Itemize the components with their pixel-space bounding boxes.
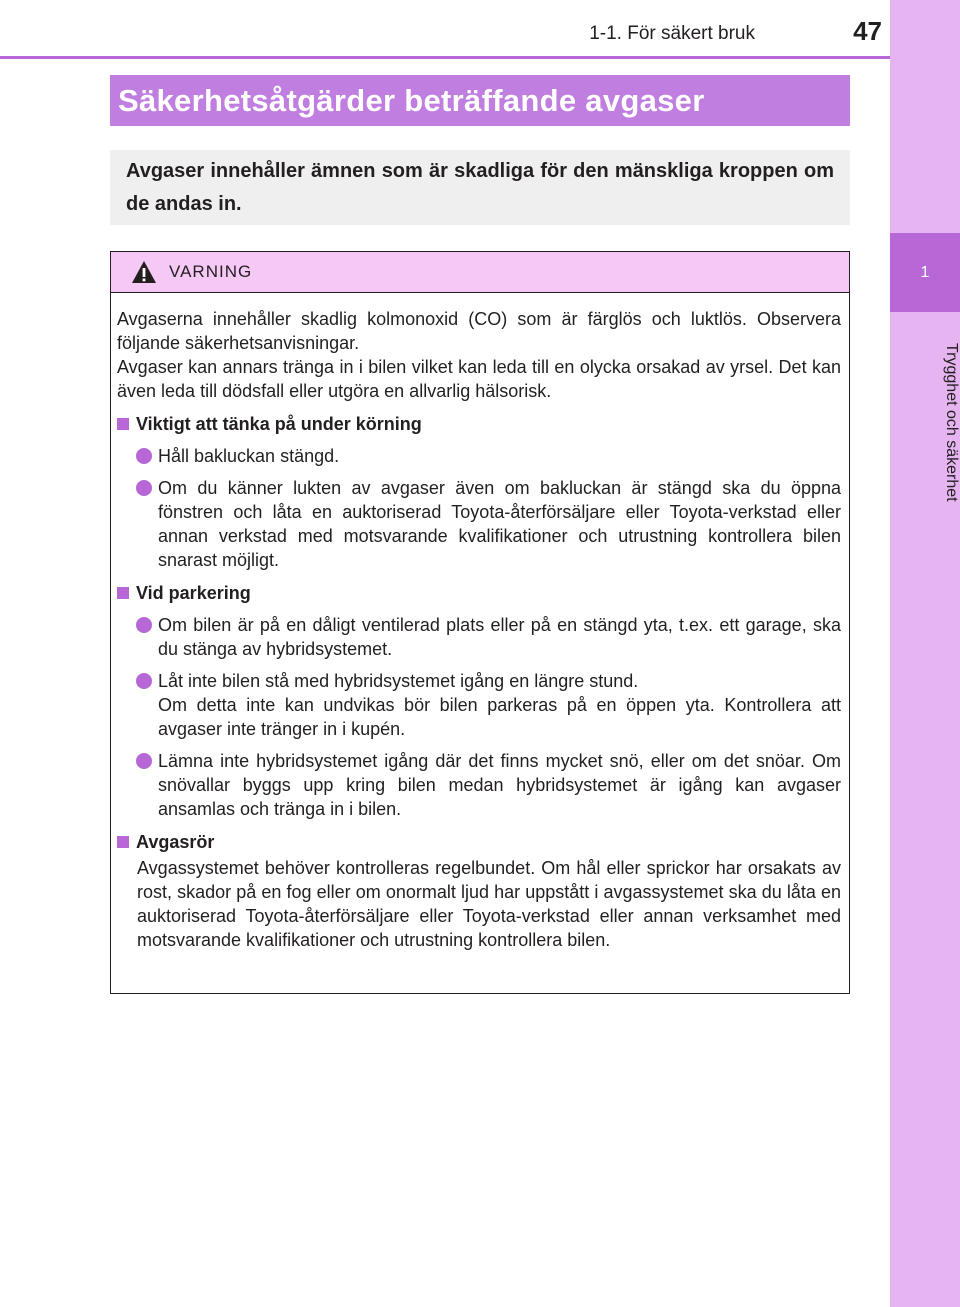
list-item-line: Om detta inte kan undvikas bör bilen parkeras på en öppen yta. Kontrollera att avgaser inte tränger in i kupén. [158, 695, 841, 739]
section-heading-text: Viktigt att tänka på under körning [136, 414, 422, 434]
section-heading [117, 581, 841, 605]
list-item-text: Håll bakluckan stängd. [158, 446, 340, 466]
side-tab [890, 0, 960, 1307]
warning-body [111, 293, 849, 952]
warning-box [110, 251, 850, 994]
section-heading-text: Vid parkering [136, 583, 251, 603]
section-heading [117, 412, 841, 436]
section-heading [117, 830, 841, 854]
list-item-text [158, 669, 841, 741]
summary-box: Avgaser innehåller ämnen som är skadliga för den mänskliga kroppen om de andas in. [110, 150, 850, 225]
page-title: Säkerhetsåtgärder beträffande avgaser [110, 75, 850, 126]
list-item-text: Om bilen är på en dåligt ventilerad plats eller på en stängd yta, t.ex. ett garage, ska du stänga av hybridsystemet. [158, 615, 841, 659]
list-item-text: Om du känner lukten av avgaser även om bakluckan är stängd ska du öppna fönstren och låta en auktoriserad Toyota-återförsäljare eller Toyota-verkstad eller annan verkstad med motsvarande kvalifikationer och utrustning kontrollera bilen snarast möjligt. [158, 478, 841, 570]
warning-intro-1: Avgaserna innehåller skadlig kolmonoxid (CO) som är färglös och luktlös. Observera följande säkerhetsanvisningar. [117, 309, 841, 353]
list-item [117, 749, 841, 821]
list-item [117, 613, 841, 661]
round-bullet-icon [136, 673, 152, 689]
square-bullet-icon [117, 836, 129, 848]
header-rule [0, 56, 890, 59]
round-bullet-icon [136, 753, 152, 769]
section-text: Avgassystemet behöver kontrolleras regelbundet. Om hål eller sprickor har orsakats av rost, skador på en fog eller om onormalt ljud har uppstått i avgassystemet ska du låta en auktoriserad Toyota-återförsäljare eller Toyota-verkstad eller annan verksamhet med motsvarande kvalifikationer och utrustning kontrollera bilen. [137, 858, 841, 950]
round-bullet-icon [136, 448, 152, 464]
round-bullet-icon [136, 617, 152, 633]
section-heading-text: Avgasrör [136, 832, 215, 852]
list-item [117, 476, 841, 572]
list-item [117, 669, 841, 741]
warning-label: VARNING [169, 262, 253, 281]
warning-triangle-icon [131, 260, 157, 284]
chapter-label: Trygghet och säkerhet [943, 342, 960, 502]
warning-intro-2: Avgaser kan annars tränga in i bilen vilket kan leda till en olycka orsakad av yrsel. Det kan även leda till dödsfall eller utgöra en allvarlig hälsorisk. [117, 357, 841, 401]
list-item-text: Lämna inte hybridsystemet igång där det finns mycket snö, eller om det snöar. Om snövallar byggs upp kring bilen medan hybridsystemet är igång kan avgaser ansamlas och tränga in i bilen. [158, 751, 841, 819]
running-header: 1-1. För säkert bruk [589, 23, 755, 44]
square-bullet-icon [117, 418, 129, 430]
warning-header [111, 252, 849, 293]
square-bullet-icon [117, 587, 129, 599]
round-bullet-icon [136, 480, 152, 496]
page-number: 47 [853, 16, 882, 46]
list-item-line: Låt inte bilen stå med hybridsystemet igång en längre stund. [158, 671, 639, 691]
chapter-number: 1 [890, 233, 960, 312]
list-item [117, 444, 841, 468]
